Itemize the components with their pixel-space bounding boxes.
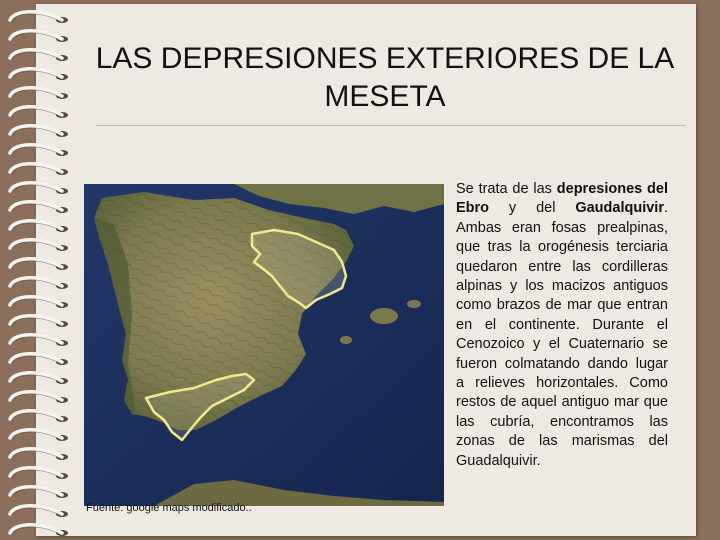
image-source-caption: Fuente: google maps modificado.. — [86, 502, 252, 514]
binding-ring — [10, 221, 68, 232]
binding-ring — [10, 107, 68, 118]
body-text-part-2: y del — [489, 200, 576, 217]
iberian-peninsula-satellite-map — [84, 184, 444, 506]
binding-ring — [10, 449, 68, 460]
binding-ring — [10, 50, 68, 61]
binding-ring — [10, 259, 68, 270]
binding-ring — [10, 487, 68, 498]
mallorca — [370, 308, 398, 324]
body-text — [456, 180, 668, 471]
binding-ring — [10, 392, 68, 403]
binding-ring — [10, 164, 68, 175]
binding-ring — [10, 31, 68, 42]
term-guadalquivir: Gaudalquivir — [575, 200, 664, 217]
slide-title: LAS DEPRESIONES EXTERIORES DE LA MESETA — [95, 42, 675, 113]
binding-ring — [10, 373, 68, 384]
binding-ring — [10, 525, 68, 536]
binding-ring — [10, 430, 68, 441]
binding-ring — [10, 468, 68, 479]
binding-ring — [10, 278, 68, 289]
binding-ring — [10, 411, 68, 422]
binding-ring — [10, 316, 68, 327]
title-divider — [96, 125, 686, 126]
binding-ring — [10, 69, 68, 80]
body-text-part-3: . Ambas eran fosas prealpinas, que tras la orogénesis terciaria quedaron entre las cordilleras alpinas y los macizos antiguos como brazos de mar que entran en el continente. Durante el Cenozoico y el Cuaternario se fueron colmatando dando lugar a relieves horizontales. Como restos de aquel antiguo mar que las cubría, encontramos las zonas de las marismas del Guadalquivir. — [456, 200, 668, 469]
ibiza — [340, 336, 352, 344]
spiral-binding — [0, 0, 80, 540]
binding-ring — [10, 202, 68, 213]
binding-ring — [10, 335, 68, 346]
binding-ring — [10, 506, 68, 517]
term-ebro: depresiones del Ebro — [456, 181, 668, 217]
binding-ring — [10, 12, 68, 23]
binding-ring — [10, 145, 68, 156]
menorca — [407, 300, 421, 308]
binding-ring — [10, 126, 68, 137]
binding-ring — [10, 297, 68, 308]
binding-ring — [10, 183, 68, 194]
binding-ring — [10, 240, 68, 251]
binding-ring — [10, 88, 68, 99]
body-text-part-1: Se trata de las — [456, 181, 557, 197]
binding-ring — [10, 354, 68, 365]
